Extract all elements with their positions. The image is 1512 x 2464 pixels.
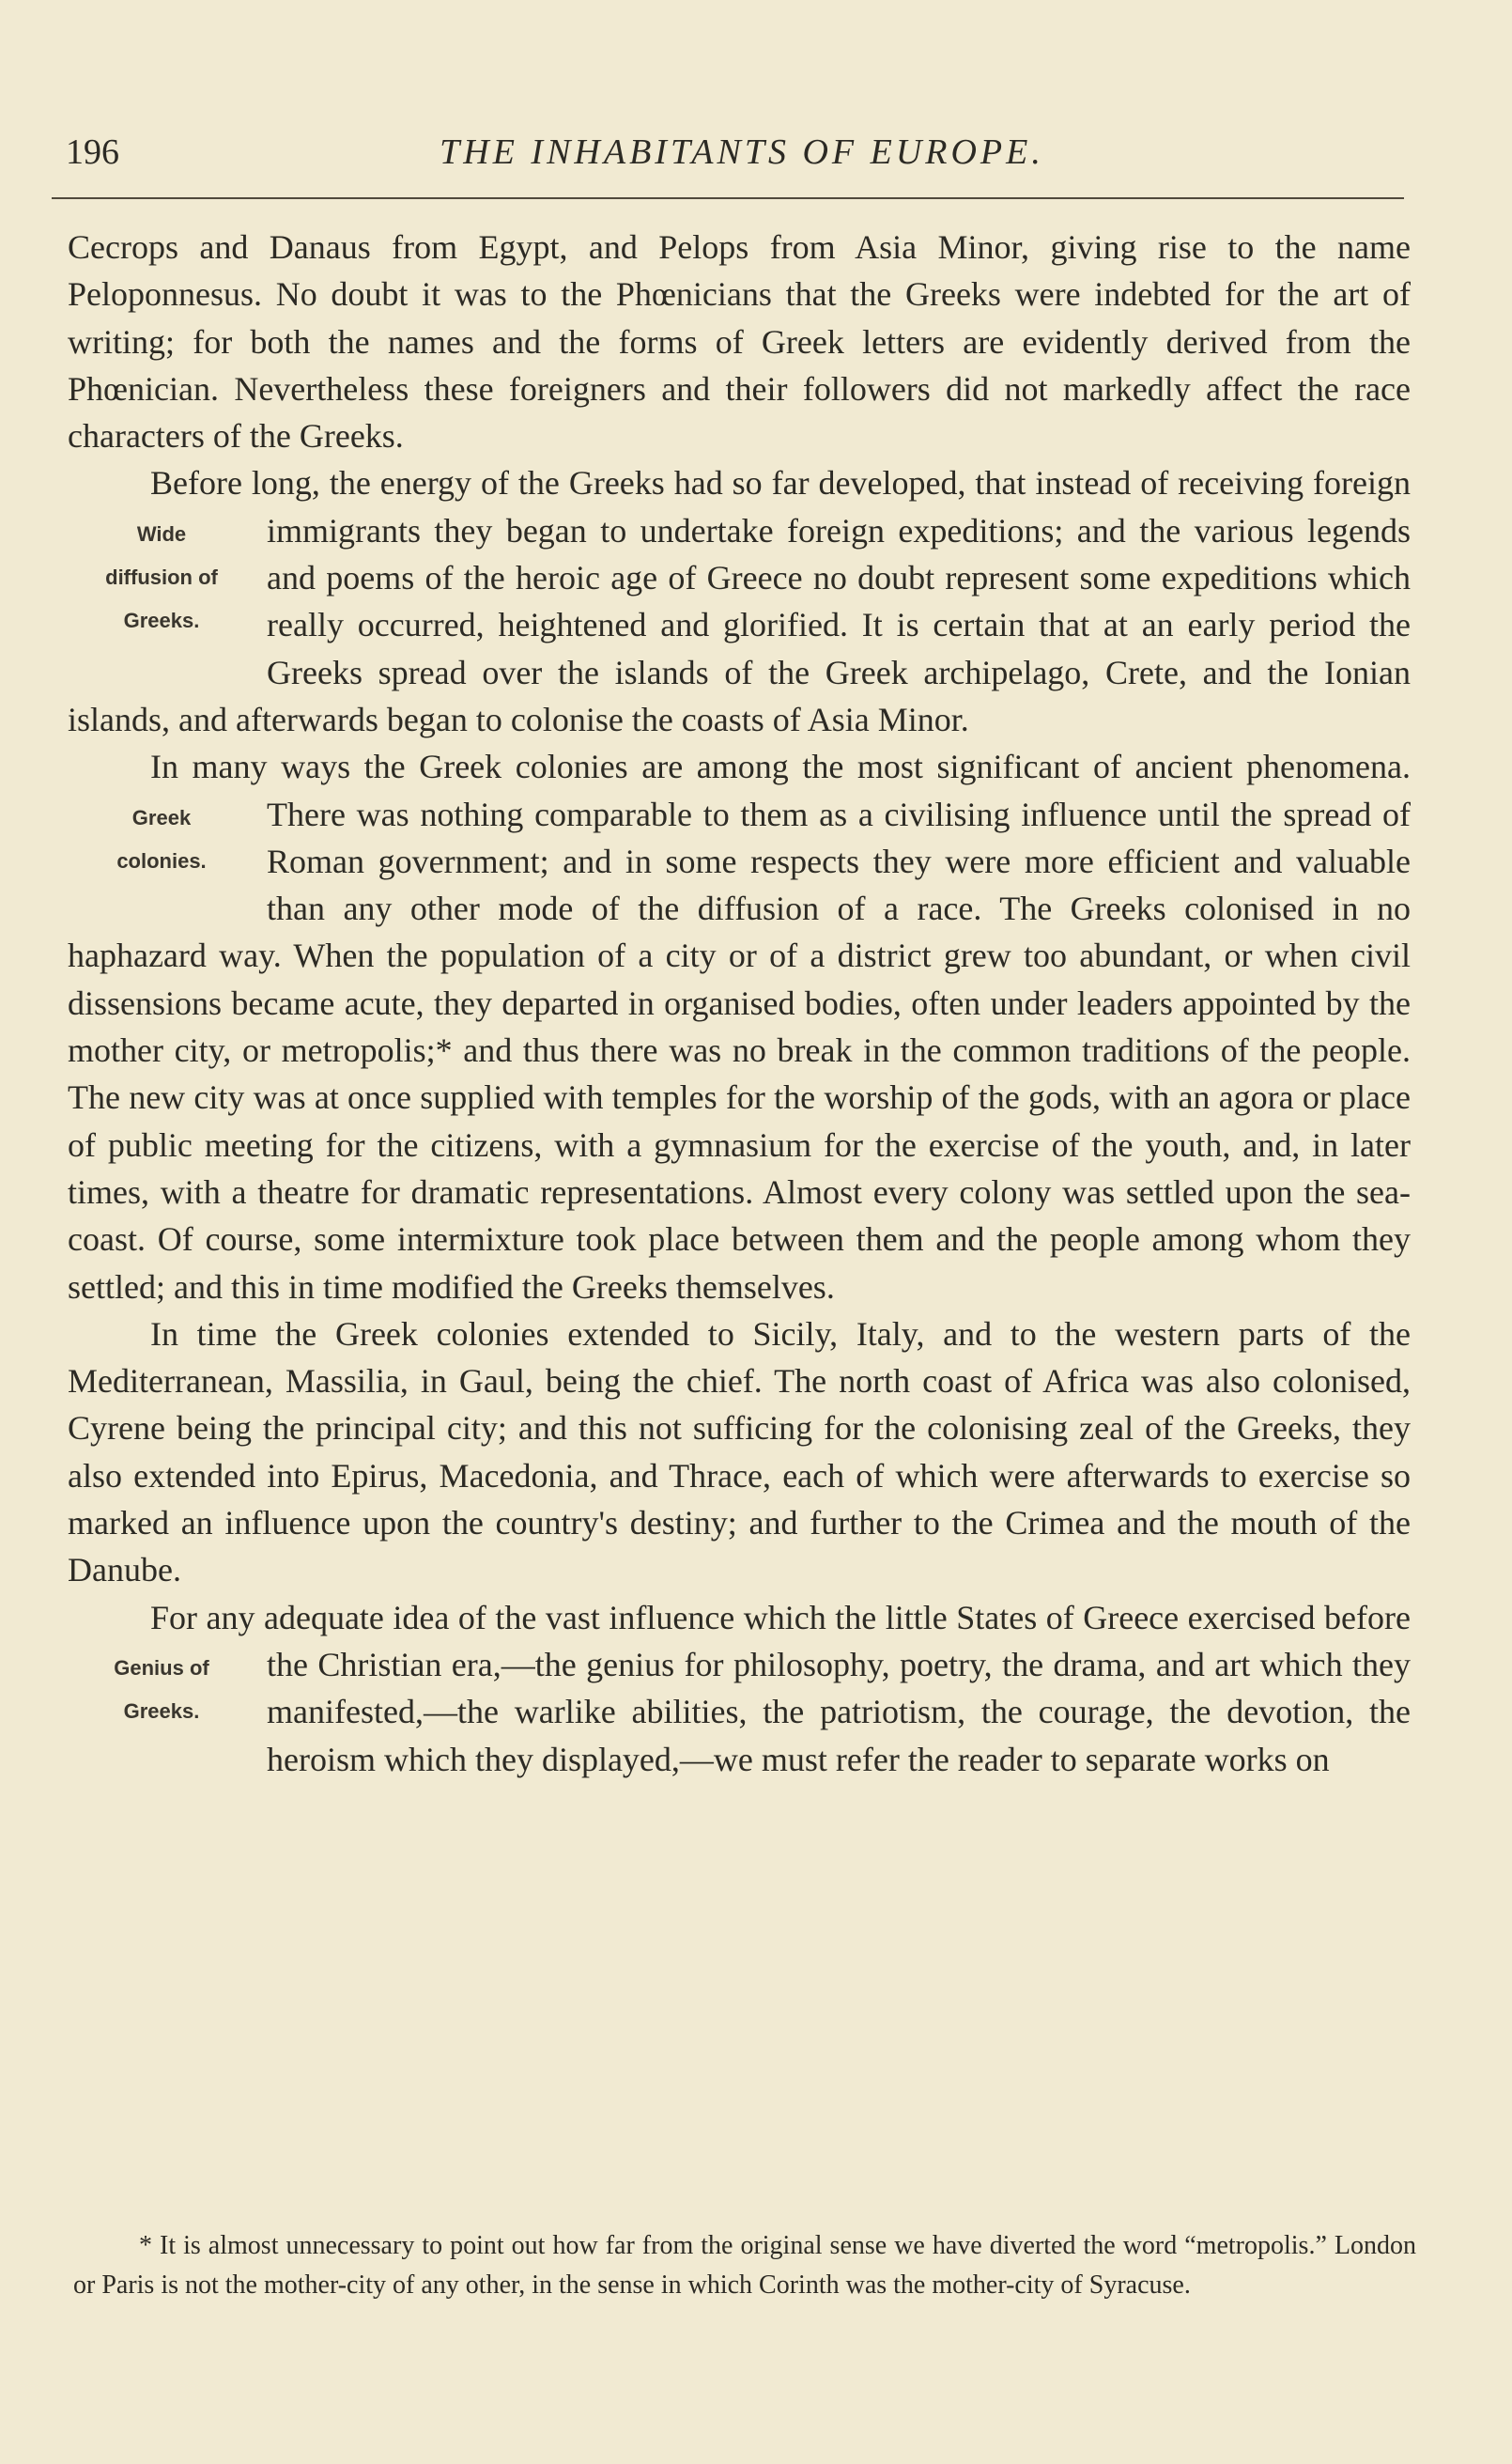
page-number: 196: [66, 132, 119, 172]
paragraph-5: [68, 1594, 1411, 1783]
paragraph-4: In time the Greek colonies extended to Sicily, Italy, and to the western parts of the Mediterranean, Massilia, in Gaul, being the chief. The north coast of Africa was also colonised, Cyrene being the principal city; and this not sufficing for the colonising zeal of the Greeks, they also extended into Epirus, Macedonia, and Thrace, each of which were afterwards to exercise so marked an influence upon the country's destiny; and further to the Crimea and the mouth of the Danube.: [68, 1314, 1411, 1589]
footnote: * It is almost unnecessary to point out how far from the original sense we have diverted the word “metropolis.” London or Paris is not the mother-city of any other, in the sense in which Corinth was the mother-city of Syracuse.: [73, 2231, 1416, 2300]
margin-note-genius-of-greeks: [68, 1641, 255, 1741]
margin-note-line: diffusion of: [105, 565, 218, 589]
margin-note-line: Greek: [131, 805, 192, 829]
margin-note-line: Genius of: [114, 1655, 209, 1680]
page-header: [66, 132, 1418, 188]
margin-note-line: colonies.: [116, 848, 207, 873]
header-rule: [52, 197, 1404, 199]
paragraph-3-lead: In many ways the Greek colonies are among the most significant of ancient phenomena. There was nothing comparable to them as a: [150, 748, 1411, 833]
paragraph-5-rest: poetry, the drama, and art which they manifested,—the warlike abilities, the patriotism, the courage, the devotion, the heroism which they displayed,—we must refer the reader to separate works on: [267, 1645, 1412, 1778]
paragraph-2: [68, 459, 1411, 743]
margin-note-greek-colonies: [68, 791, 255, 891]
body-text: [68, 224, 1411, 1783]
running-title: THE INHABITANTS OF EUROPE.: [440, 132, 1044, 172]
margin-note-line: Wide: [136, 521, 187, 546]
margin-note-line: Greeks.: [123, 1698, 200, 1723]
margin-note-line: Greeks.: [123, 608, 200, 632]
paragraph-5-lead: For any adequate idea of the vast influence which the little States of Greece exercised before the Christian era,—the genius for philosophy,: [150, 1598, 1411, 1683]
paragraph-3: [68, 743, 1411, 1310]
paragraph-2-rest: expeditions; and the various legends and poems of the heroic age of Greece no doubt represent some expeditions which really occurred, heightened and glorified. It is certain that at an early period the Greeks spread over the islands of the Greek archipelago, Crete, and the Ionian islands, and afterwards began to colonise the coasts of Asia Minor.: [68, 511, 1412, 738]
margin-note-wide-diffusion: [68, 507, 255, 654]
paragraph-3-rest: civilising influence until the spread of Roman government; and in some respects they were more efficient and valuable than any other mode of the diffusion of a race. The Greeks colonised in no haphazard way. When the population of a city or of a district grew too abundant, or when civil dissensions became acute, they departed in organised bodies, often under leaders appointed by the mother city, or metropolis;* and thus there was no break in the common traditions of the people. The new city was at once supplied with temples for the worship of the gods, with an agora or place of public meeting for the citizens, with a gymnasium for the exercise of the youth, and, in later times, with a theatre for dramatic representations. Almost every colony was settled upon the sea-coast. Of course, some intermixture took place between them and the people among whom they settled; and this in time modified the Greeks themselves.: [68, 795, 1411, 1306]
paragraph-1: Cecrops and Danaus from Egypt, and Pelops from Asia Minor, giving rise to the name Peloponnesus. No doubt it was to the Phœnicians that the Greeks were indebted for the art of writing; for both the names and the forms of Greek letters are evidently derived from the Phœnician. Nevertheless these foreigners and their followers did not markedly affect the race characters of the Greeks.: [68, 228, 1411, 456]
paragraph-2-lead: Before long, the energy of the Greeks had so far developed, that instead of receiving foreign immigrants they began to undertake foreign: [150, 464, 1411, 550]
